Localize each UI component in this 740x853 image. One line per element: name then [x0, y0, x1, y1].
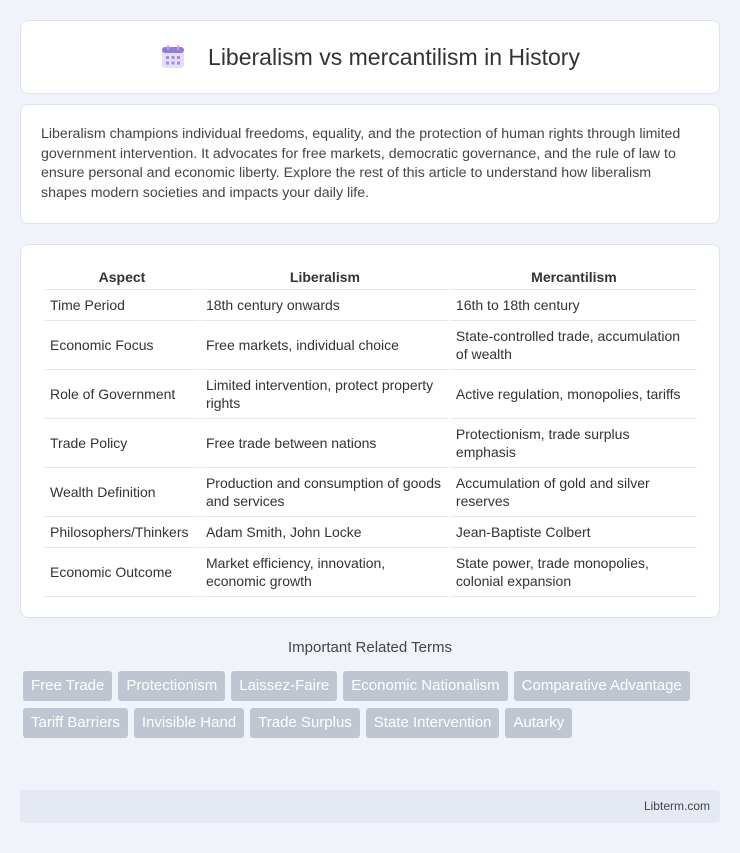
cell-mercantilism: Jean-Baptiste Colbert — [451, 517, 697, 548]
comparison-table-card — [20, 244, 720, 618]
table-header-row — [45, 265, 697, 290]
cell-liberalism: Free markets, individual choice — [201, 321, 449, 370]
footer-site-link[interactable]: Libterm.com — [643, 799, 710, 813]
table-row — [45, 468, 697, 517]
comparison-table — [43, 265, 699, 597]
table-row — [45, 370, 697, 419]
table-row — [45, 517, 697, 548]
cell-mercantilism: State power, trade monopolies, colonial expansion — [451, 548, 697, 597]
intro-paragraph: Liberalism champions individual freedoms, equality, and the protection of human rights through limited government intervention. It advocates for free markets, democratic governance, and the rule of law to ensure personal and economic liberty. Explore the rest of this article to understand how liberalism shapes modern societies and impacts your daily life. — [41, 126, 681, 201]
term-tag-autarky[interactable]: Autarky — [505, 708, 572, 738]
header-liberalism: Liberalism — [201, 265, 449, 290]
cell-liberalism: Market efficiency, innovation, economic growth — [201, 548, 449, 597]
cell-aspect: Role of Government — [45, 370, 199, 419]
term-tag-state-intervention[interactable]: State Intervention — [366, 708, 500, 738]
table-row — [45, 419, 697, 468]
cell-aspect: Time Period — [45, 290, 199, 321]
term-tag-tariff-barriers[interactable]: Tariff Barriers — [23, 708, 128, 738]
intro-card — [20, 104, 720, 224]
page-title: Liberalism vs mercantilism in History — [208, 43, 580, 70]
table-row — [45, 321, 697, 370]
cell-mercantilism: Active regulation, monopolies, tariffs — [451, 370, 697, 419]
cell-aspect: Wealth Definition — [45, 468, 199, 517]
cell-liberalism: Limited intervention, protect property rights — [201, 370, 449, 419]
header-mercantilism: Mercantilism — [451, 265, 697, 290]
cell-liberalism: Production and consumption of goods and services — [201, 468, 449, 517]
header-aspect: Aspect — [45, 265, 199, 290]
term-tag-comparative-advantage[interactable]: Comparative Advantage — [514, 671, 690, 701]
table-row — [45, 548, 697, 597]
cell-aspect: Economic Outcome — [45, 548, 199, 597]
cell-aspect: Trade Policy — [45, 419, 199, 468]
cell-liberalism: Adam Smith, John Locke — [201, 517, 449, 548]
cell-mercantilism: Accumulation of gold and silver reserves — [451, 468, 697, 517]
cell-liberalism: 18th century onwards — [201, 290, 449, 321]
cell-mercantilism: Protectionism, trade surplus emphasis — [451, 419, 697, 468]
table-row — [45, 290, 697, 321]
term-tag-laissez-faire[interactable]: Laissez-Faire — [231, 671, 337, 701]
term-tag-trade-surplus[interactable]: Trade Surplus — [250, 708, 360, 738]
term-tag-protectionism[interactable]: Protectionism — [118, 671, 225, 701]
related-terms-list — [23, 671, 723, 745]
term-tag-invisible-hand[interactable]: Invisible Hand — [134, 708, 244, 738]
footer — [20, 790, 720, 823]
calendar-icon — [160, 44, 186, 70]
term-tag-free-trade[interactable]: Free Trade — [23, 671, 112, 701]
term-tag-economic-nationalism[interactable]: Economic Nationalism — [343, 671, 507, 701]
cell-mercantilism: State-controlled trade, accumulation of wealth — [451, 321, 697, 370]
related-terms-heading: Important Related Terms — [288, 639, 452, 656]
cell-aspect: Philosophers/Thinkers — [45, 517, 199, 548]
cell-liberalism: Free trade between nations — [201, 419, 449, 468]
cell-mercantilism: 16th to 18th century — [451, 290, 697, 321]
cell-aspect: Economic Focus — [45, 321, 199, 370]
header-card — [20, 20, 720, 94]
